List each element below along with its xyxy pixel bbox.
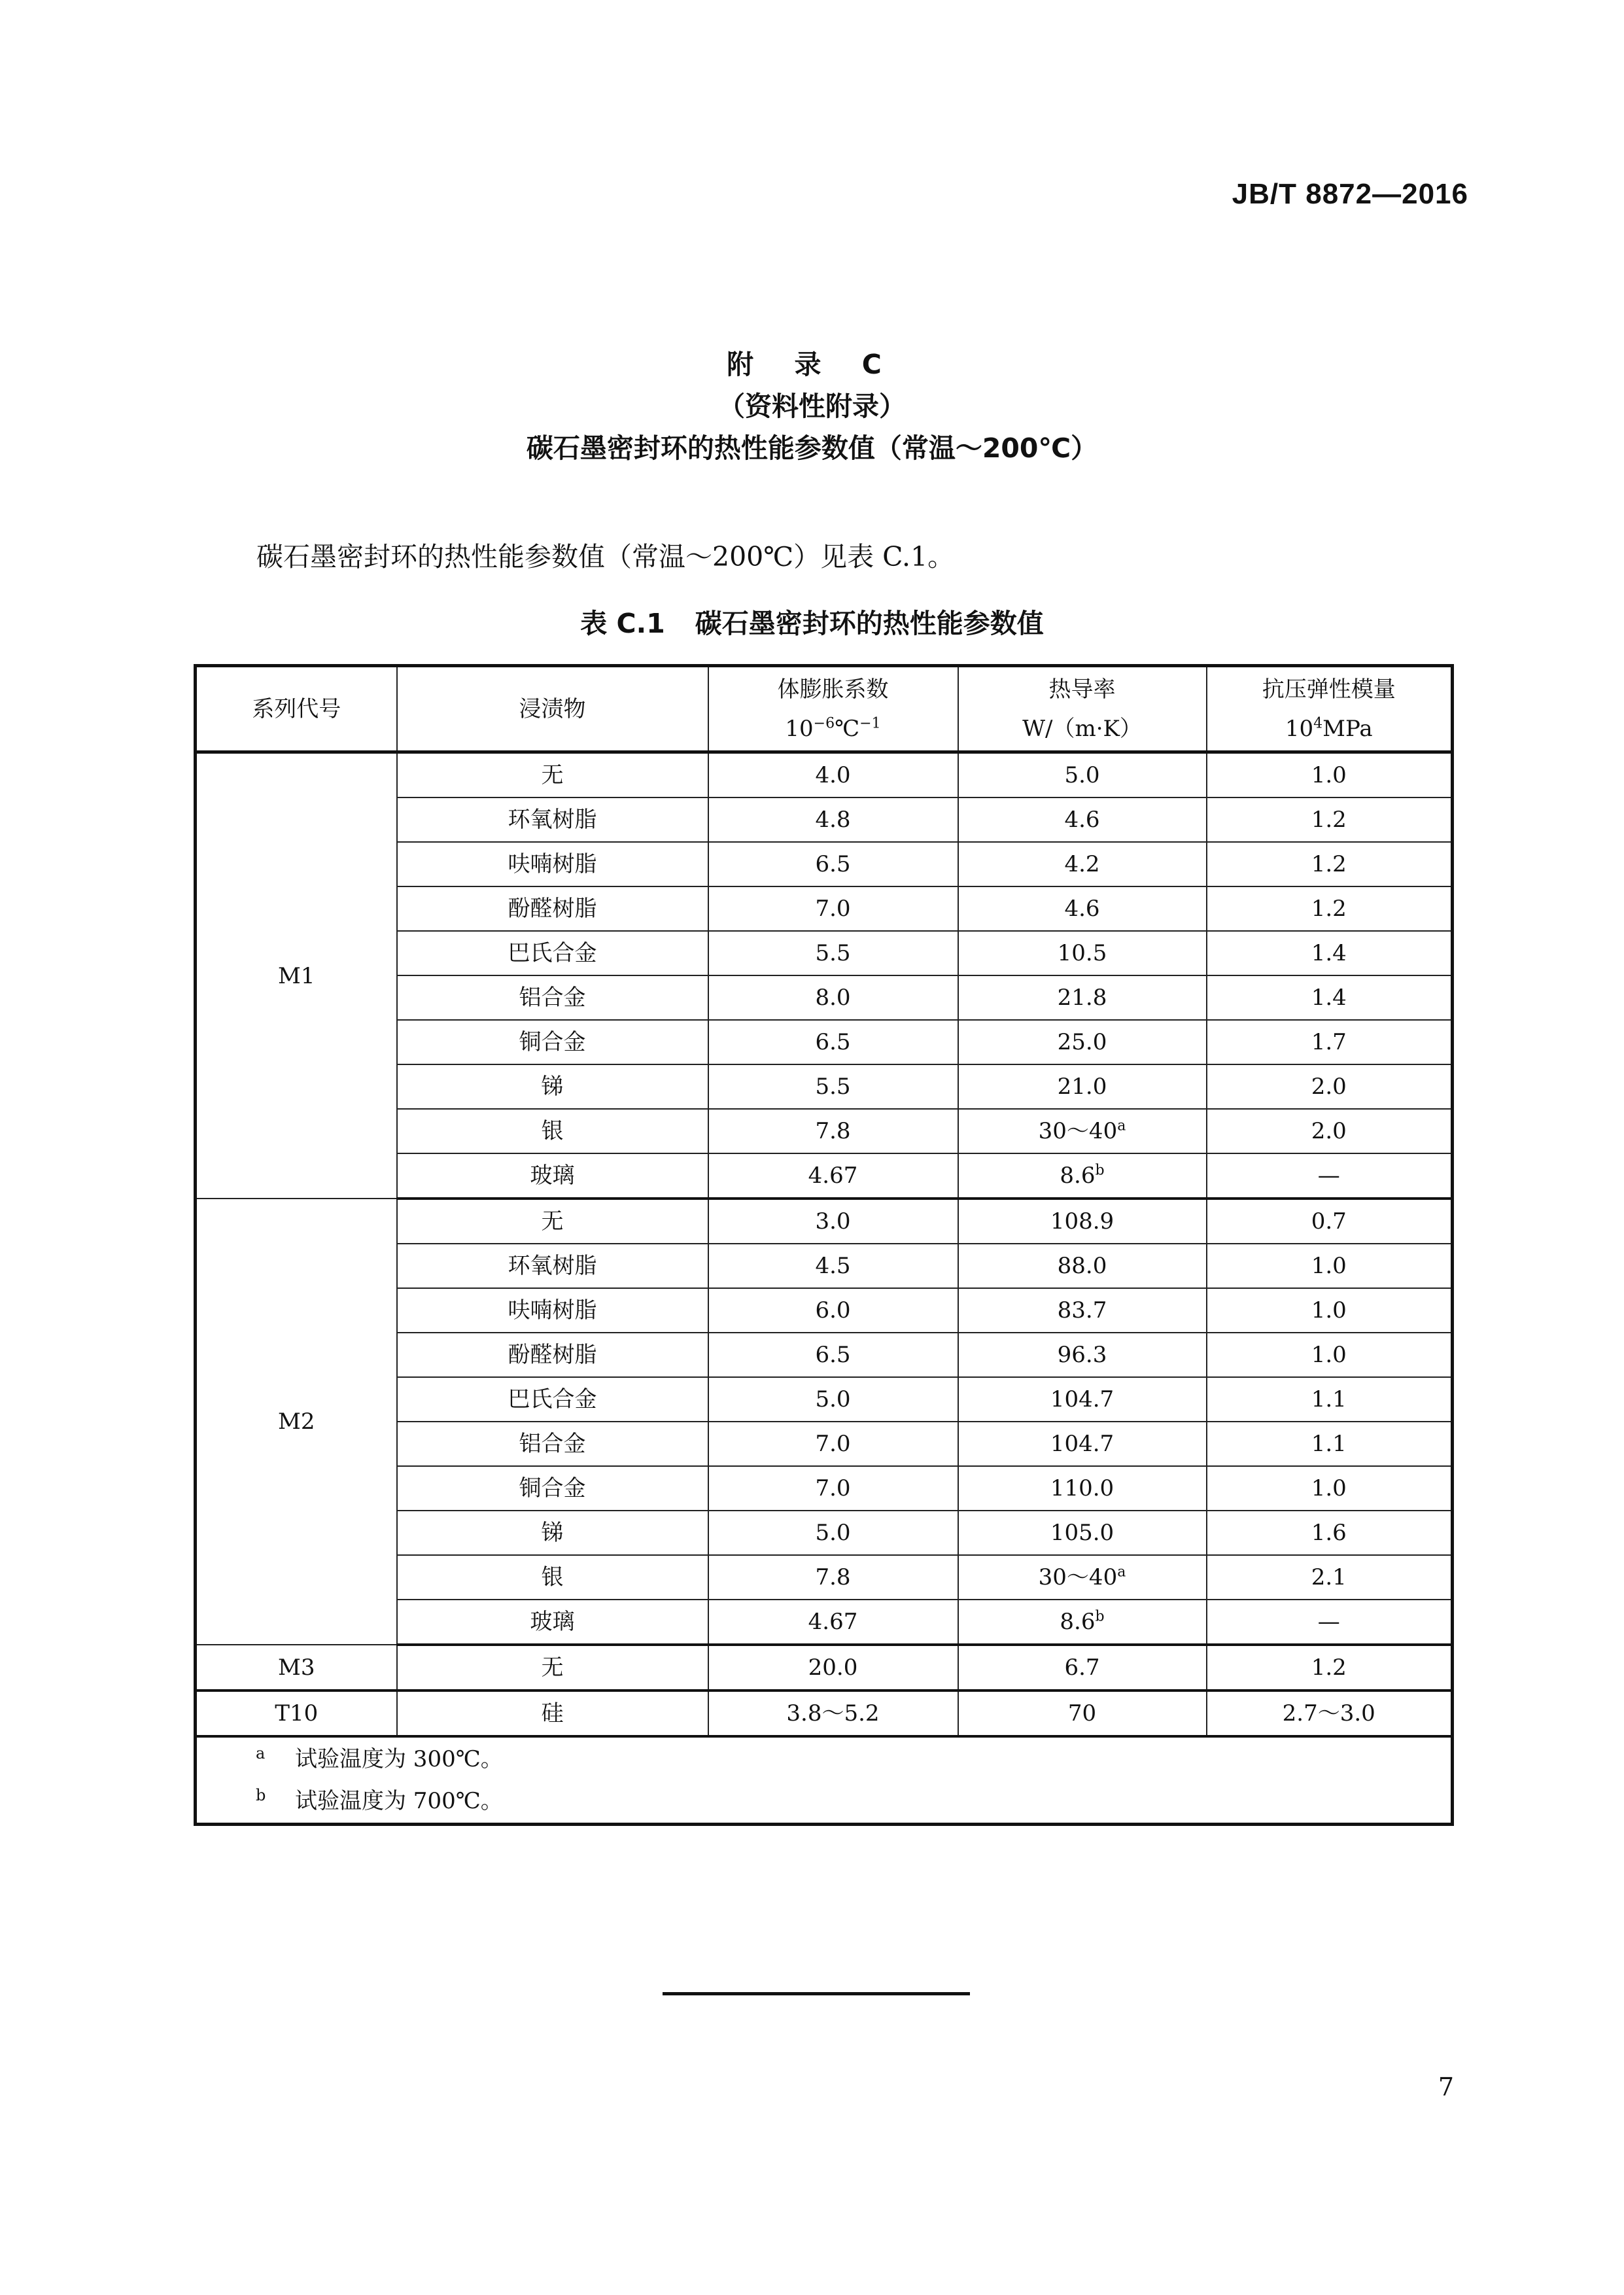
impregnant-cell: 环氧树脂 xyxy=(397,797,708,842)
note-text: 试验温度为 300℃。 xyxy=(295,1746,503,1772)
modulus-cell: — xyxy=(1207,1153,1453,1199)
modulus-cell: 1.0 xyxy=(1207,752,1453,798)
impregnant-cell: 无 xyxy=(397,1199,708,1244)
table-notes xyxy=(196,1736,1453,1825)
header-expansion-unit: $10^{-6}℃^{-1}$ xyxy=(785,715,881,742)
impregnant-cell: 铝合金 xyxy=(397,975,708,1020)
impregnant-cell: 铝合金 xyxy=(397,1422,708,1466)
header-series: 系列代号 xyxy=(196,666,397,752)
expansion-cell: 6.0 xyxy=(708,1288,958,1333)
table-caption xyxy=(0,602,1624,640)
expansion-cell: 6.5 xyxy=(708,1020,958,1064)
impregnant-cell: 玻璃 xyxy=(397,1600,708,1645)
conductivity-cell: 108.9 xyxy=(958,1199,1207,1244)
modulus-cell: 1.4 xyxy=(1207,975,1453,1020)
conductivity-cell: 8.6$^b$ xyxy=(958,1153,1207,1199)
table-number: 表 C.1 xyxy=(580,608,665,639)
impregnant-cell: 酚醛树脂 xyxy=(397,1333,708,1377)
standard-number: JB/T 8872—2016 xyxy=(1232,178,1468,210)
header-conductivity-unit: W/（m·K） xyxy=(1022,715,1142,742)
impregnant-cell: 酚醛树脂 xyxy=(397,886,708,931)
conductivity-cell: 83.7 xyxy=(958,1288,1207,1333)
footnote-ref: b xyxy=(1095,1608,1105,1625)
impregnant-cell: 硅 xyxy=(397,1691,708,1736)
conductivity-cell: 104.7 xyxy=(958,1377,1207,1422)
expansion-cell: 7.0 xyxy=(708,1422,958,1466)
modulus-cell: 1.0 xyxy=(1207,1466,1453,1511)
series-cell: M2 xyxy=(196,1199,397,1645)
modulus-cell: 0.7 xyxy=(1207,1199,1453,1244)
modulus-cell: — xyxy=(1207,1600,1453,1645)
table-note: a 试验温度为 300℃。 xyxy=(256,1743,503,1772)
annex-kind: （资料性附录） xyxy=(718,391,906,422)
header-conductivity-name: 热导率 xyxy=(1048,676,1116,703)
expansion-cell: 5.0 xyxy=(708,1377,958,1422)
table-notes-row xyxy=(196,1736,1453,1825)
conductivity-cell: 6.7 xyxy=(958,1645,1207,1691)
footnote-ref: a xyxy=(1117,1117,1126,1134)
expansion-cell: 4.0 xyxy=(708,752,958,798)
modulus-cell: 1.7 xyxy=(1207,1020,1453,1064)
impregnant-cell: 无 xyxy=(397,1645,708,1691)
conductivity-cell: 30～40$^a$ xyxy=(958,1555,1207,1600)
expansion-cell: 6.5 xyxy=(708,1333,958,1377)
conductivity-cell: 88.0 xyxy=(958,1244,1207,1288)
modulus-cell: 1.2 xyxy=(1207,1645,1453,1691)
conductivity-cell: 4.6 xyxy=(958,797,1207,842)
modulus-cell: 1.0 xyxy=(1207,1244,1453,1288)
series-cell: T10 xyxy=(196,1691,397,1736)
table-row xyxy=(196,1691,1453,1736)
modulus-cell: 1.6 xyxy=(1207,1511,1453,1555)
expansion-cell: 4.67 xyxy=(708,1153,958,1199)
impregnant-cell: 银 xyxy=(397,1555,708,1600)
header-modulus-name: 抗压弹性模量 xyxy=(1262,676,1396,703)
conductivity-cell: 70 xyxy=(958,1691,1207,1736)
expansion-cell: 6.5 xyxy=(708,842,958,886)
header-conductivity xyxy=(958,666,1207,752)
expansion-cell: 4.67 xyxy=(708,1600,958,1645)
impregnant-cell: 呋喃树脂 xyxy=(397,1288,708,1333)
modulus-cell: 2.1 xyxy=(1207,1555,1453,1600)
expansion-cell: 4.5 xyxy=(708,1244,958,1288)
impregnant-cell: 呋喃树脂 xyxy=(397,842,708,886)
expansion-cell: 4.8 xyxy=(708,797,958,842)
impregnant-cell: 无 xyxy=(397,752,708,798)
expansion-cell: 7.0 xyxy=(708,886,958,931)
conductivity-cell: 30～40$^a$ xyxy=(958,1109,1207,1153)
impregnant-cell: 银 xyxy=(397,1109,708,1153)
table-caption-text: 碳石墨密封环的热性能参数值 xyxy=(695,608,1044,639)
annex-title: 碳石墨密封环的热性能参数值（常温～200℃） xyxy=(526,432,1098,464)
table-header-row xyxy=(196,666,1453,752)
modulus-cell: 1.2 xyxy=(1207,797,1453,842)
conductivity-cell: 5.0 xyxy=(958,752,1207,798)
header-modulus xyxy=(1207,666,1453,752)
conductivity-cell: 96.3 xyxy=(958,1333,1207,1377)
conductivity-cell: 4.6 xyxy=(958,886,1207,931)
expansion-cell: 8.0 xyxy=(708,975,958,1020)
impregnant-cell: 巴氏合金 xyxy=(397,931,708,975)
table-body xyxy=(196,752,1453,1825)
conductivity-cell: 21.8 xyxy=(958,975,1207,1020)
expansion-cell: 5.5 xyxy=(708,1064,958,1109)
table-note: b 试验温度为 700℃。 xyxy=(256,1785,503,1814)
expansion-cell: 7.0 xyxy=(708,1466,958,1511)
annex-heading xyxy=(0,343,1624,469)
modulus-cell: 1.0 xyxy=(1207,1288,1453,1333)
end-rule xyxy=(663,1992,970,1995)
conductivity-cell: 21.0 xyxy=(958,1064,1207,1109)
conductivity-cell: 104.7 xyxy=(958,1422,1207,1466)
impregnant-cell: 环氧树脂 xyxy=(397,1244,708,1288)
modulus-cell: 1.4 xyxy=(1207,931,1453,975)
modulus-cell: 2.0 xyxy=(1207,1064,1453,1109)
conductivity-cell: 110.0 xyxy=(958,1466,1207,1511)
footnote-ref: b xyxy=(1095,1162,1105,1179)
table-row xyxy=(196,1199,1453,1244)
expansion-cell: 3.8～5.2 xyxy=(708,1691,958,1736)
conductivity-cell: 25.0 xyxy=(958,1020,1207,1064)
table-row xyxy=(196,1645,1453,1691)
impregnant-cell: 巴氏合金 xyxy=(397,1377,708,1422)
thermal-properties-table xyxy=(194,664,1454,1826)
series-cell: M1 xyxy=(196,752,397,1199)
impregnant-cell: 铜合金 xyxy=(397,1020,708,1064)
conductivity-cell: 10.5 xyxy=(958,931,1207,975)
modulus-cell: 1.1 xyxy=(1207,1422,1453,1466)
expansion-cell: 3.0 xyxy=(708,1199,958,1244)
intro-paragraph: 碳石墨密封环的热性能参数值（常温～200℃）见表 C.1。 xyxy=(256,541,955,572)
impregnant-cell: 锑 xyxy=(397,1511,708,1555)
impregnant-cell: 铜合金 xyxy=(397,1466,708,1511)
expansion-cell: 5.0 xyxy=(708,1511,958,1555)
modulus-cell: 1.2 xyxy=(1207,842,1453,886)
header-expansion xyxy=(708,666,958,752)
header-modulus-unit: $10^4MPa$ xyxy=(1285,715,1373,742)
modulus-cell: 2.0 xyxy=(1207,1109,1453,1153)
modulus-cell: 1.2 xyxy=(1207,886,1453,931)
impregnant-cell: 锑 xyxy=(397,1064,708,1109)
page-number: 7 xyxy=(1438,2073,1454,2101)
expansion-cell: 20.0 xyxy=(708,1645,958,1691)
impregnant-cell: 玻璃 xyxy=(397,1153,708,1199)
annex-label: 附 录 C xyxy=(727,349,897,380)
conductivity-cell: 4.2 xyxy=(958,842,1207,886)
expansion-cell: 7.8 xyxy=(708,1555,958,1600)
series-cell: M3 xyxy=(196,1645,397,1691)
footnote-ref: a xyxy=(1117,1564,1126,1581)
expansion-cell: 5.5 xyxy=(708,931,958,975)
modulus-cell: 1.0 xyxy=(1207,1333,1453,1377)
table-row xyxy=(196,752,1453,798)
header-impregnant: 浸渍物 xyxy=(397,666,708,752)
header-expansion-name: 体膨胀系数 xyxy=(777,676,889,703)
conductivity-cell: 8.6$^b$ xyxy=(958,1600,1207,1645)
modulus-cell: 1.1 xyxy=(1207,1377,1453,1422)
expansion-cell: 7.8 xyxy=(708,1109,958,1153)
modulus-cell: 2.7～3.0 xyxy=(1207,1691,1453,1736)
note-text: 试验温度为 700℃。 xyxy=(295,1788,503,1814)
conductivity-cell: 105.0 xyxy=(958,1511,1207,1555)
